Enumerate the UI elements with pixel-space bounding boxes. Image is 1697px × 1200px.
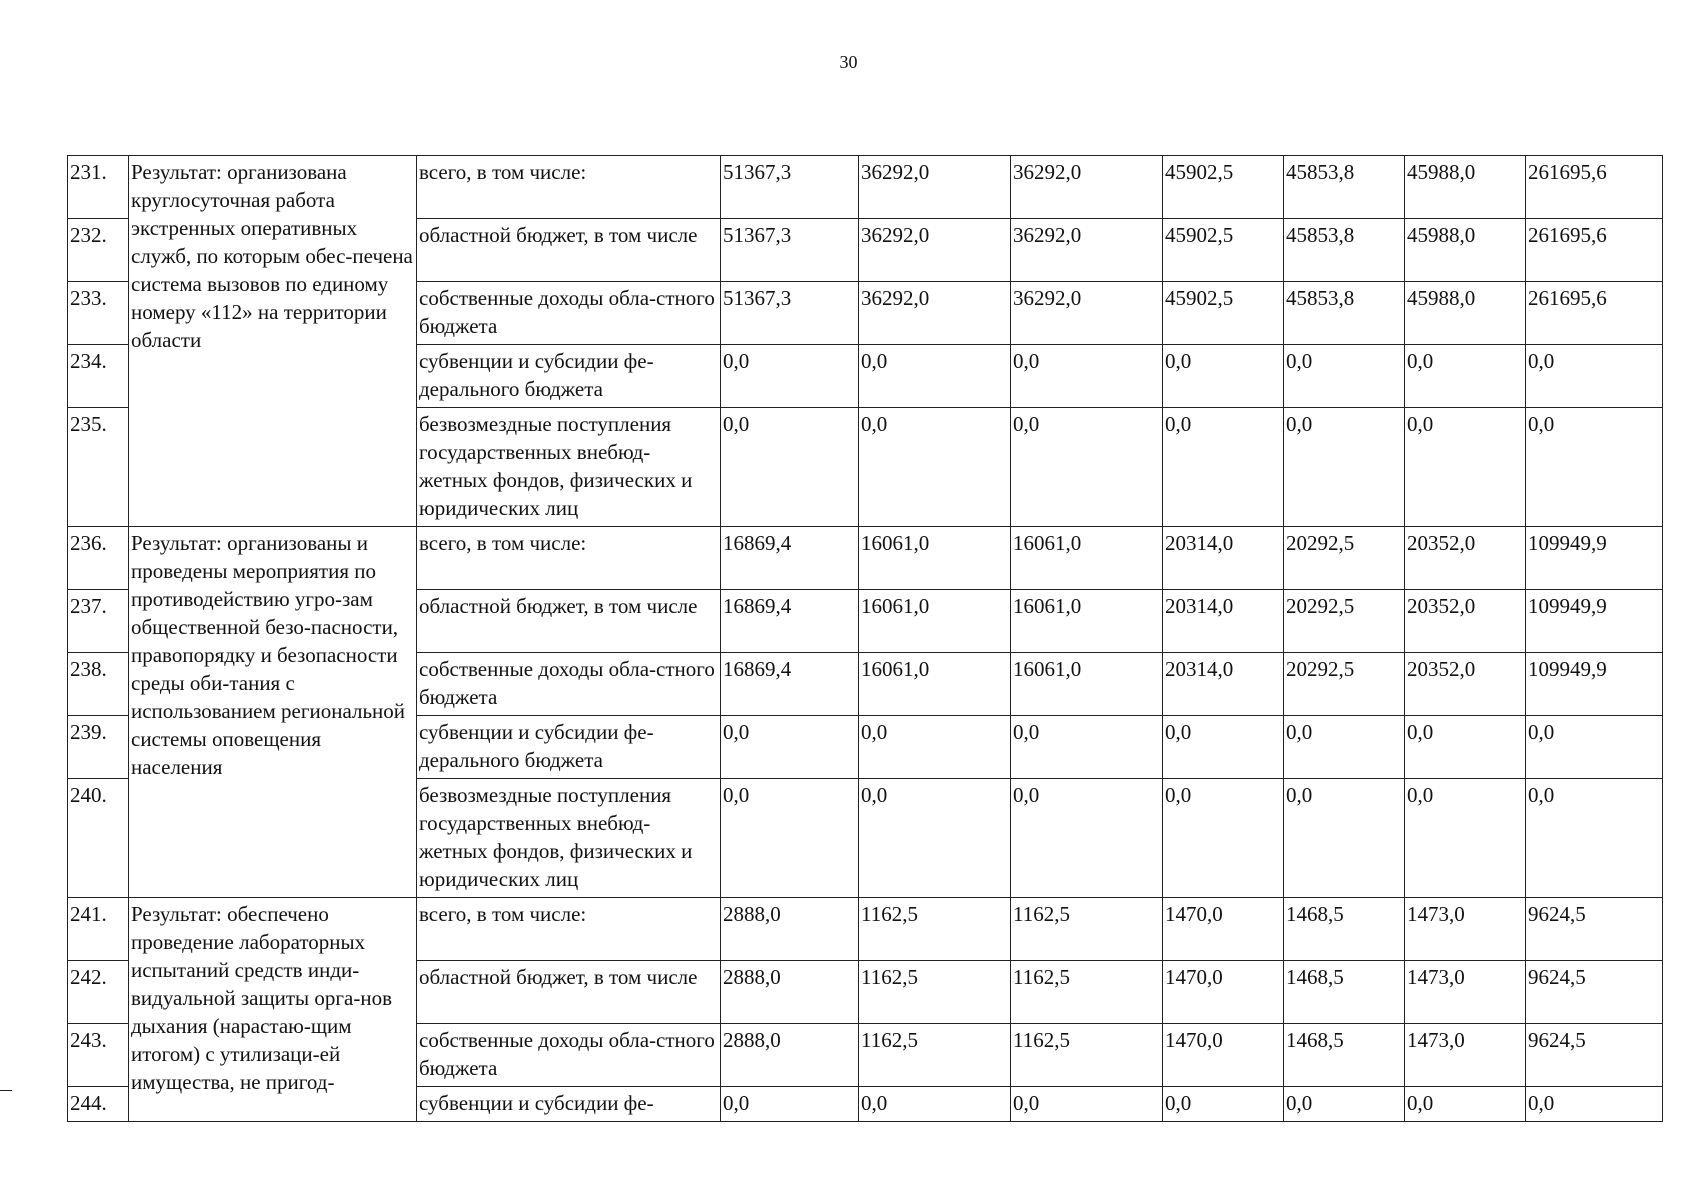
- amount-cell: 20352,0: [1405, 653, 1526, 716]
- amount-cell: 16061,0: [1011, 590, 1163, 653]
- funding-source: областной бюджет, в том числе: [417, 219, 721, 282]
- funding-source: безвозмездные поступления государственных внебюд-жетных фондов, физических и юридических лиц: [417, 408, 721, 527]
- amount-cell: 20352,0: [1405, 527, 1526, 590]
- funding-source: всего, в том числе:: [417, 898, 721, 961]
- amount-cell: 0,0: [1163, 1087, 1284, 1122]
- amount-cell: 20352,0: [1405, 590, 1526, 653]
- amount-cell: 36292,0: [1011, 219, 1163, 282]
- amount-cell: 0,0: [1163, 345, 1284, 408]
- amount-cell: 16061,0: [859, 527, 1011, 590]
- funding-source: собственные доходы обла-стного бюджета: [417, 653, 721, 716]
- amount-cell: 109949,9: [1526, 527, 1663, 590]
- amount-cell: 0,0: [1163, 408, 1284, 527]
- row-number: 240.: [68, 779, 129, 898]
- amount-cell: 16869,4: [721, 527, 859, 590]
- table-body: [68, 156, 1663, 1122]
- amount-cell: 16061,0: [1011, 653, 1163, 716]
- amount-cell: 16061,0: [1011, 527, 1163, 590]
- amount-cell: 0,0: [1526, 408, 1663, 527]
- amount-cell: 16869,4: [721, 653, 859, 716]
- amount-cell: 1473,0: [1405, 961, 1526, 1024]
- amount-cell: 51367,3: [721, 156, 859, 219]
- amount-cell: 0,0: [1163, 716, 1284, 779]
- amount-cell: 1162,5: [859, 961, 1011, 1024]
- amount-cell: 51367,3: [721, 282, 859, 345]
- funding-source: всего, в том числе:: [417, 527, 721, 590]
- amount-cell: 36292,0: [1011, 282, 1163, 345]
- funding-source: областной бюджет, в том числе: [417, 590, 721, 653]
- row-number: 238.: [68, 653, 129, 716]
- row-number: 241.: [68, 898, 129, 961]
- row-number: 236.: [68, 527, 129, 590]
- amount-cell: 9624,5: [1526, 898, 1663, 961]
- amount-cell: 0,0: [721, 716, 859, 779]
- amount-cell: 51367,3: [721, 219, 859, 282]
- amount-cell: 0,0: [721, 345, 859, 408]
- amount-cell: 36292,0: [859, 156, 1011, 219]
- amount-cell: 1470,0: [1163, 961, 1284, 1024]
- row-number: 231.: [68, 156, 129, 219]
- row-number: 235.: [68, 408, 129, 527]
- amount-cell: 1162,5: [859, 1024, 1011, 1087]
- amount-cell: 0,0: [1405, 345, 1526, 408]
- amount-cell: 1468,5: [1284, 961, 1405, 1024]
- amount-cell: 0,0: [859, 716, 1011, 779]
- amount-cell: 1468,5: [1284, 898, 1405, 961]
- funding-source: безвозмездные поступления государственных внебюд-жетных фондов, физических и юридических лиц: [417, 779, 721, 898]
- amount-cell: 0,0: [1284, 1087, 1405, 1122]
- amount-cell: 20314,0: [1163, 653, 1284, 716]
- amount-cell: 0,0: [859, 408, 1011, 527]
- amount-cell: 0,0: [1011, 779, 1163, 898]
- margin-mark: [0, 1090, 12, 1091]
- amount-cell: 109949,9: [1526, 590, 1663, 653]
- amount-cell: 261695,6: [1526, 156, 1663, 219]
- amount-cell: 20314,0: [1163, 527, 1284, 590]
- funding-source: субвенции и субсидии фе-дерального бюджета: [417, 345, 721, 408]
- amount-cell: 1473,0: [1405, 898, 1526, 961]
- amount-cell: 1162,5: [1011, 1024, 1163, 1087]
- amount-cell: 0,0: [1526, 1087, 1663, 1122]
- amount-cell: 20292,5: [1284, 653, 1405, 716]
- amount-cell: 0,0: [859, 345, 1011, 408]
- result-description: Результат: организована круглосуточная работа экстренных оперативных служб, по которым обес-печена система вызовов по единому номеру «112» на территории области: [129, 156, 417, 527]
- amount-cell: 0,0: [1526, 716, 1663, 779]
- amount-cell: 0,0: [1284, 408, 1405, 527]
- amount-cell: 20292,5: [1284, 590, 1405, 653]
- funding-source: собственные доходы обла-стного бюджета: [417, 1024, 721, 1087]
- amount-cell: 0,0: [1011, 408, 1163, 527]
- row-number: 237.: [68, 590, 129, 653]
- amount-cell: 2888,0: [721, 1024, 859, 1087]
- amount-cell: 45853,8: [1284, 219, 1405, 282]
- amount-cell: 45853,8: [1284, 282, 1405, 345]
- amount-cell: 20292,5: [1284, 527, 1405, 590]
- row-number: 239.: [68, 716, 129, 779]
- amount-cell: 0,0: [1526, 345, 1663, 408]
- amount-cell: 45988,0: [1405, 219, 1526, 282]
- funding-source: субвенции и субсидии фе-дерального бюджета: [417, 716, 721, 779]
- amount-cell: 45988,0: [1405, 156, 1526, 219]
- amount-cell: 0,0: [1405, 716, 1526, 779]
- amount-cell: 0,0: [1284, 779, 1405, 898]
- row-number: 234.: [68, 345, 129, 408]
- amount-cell: 0,0: [1284, 716, 1405, 779]
- amount-cell: 109949,9: [1526, 653, 1663, 716]
- amount-cell: 0,0: [1011, 345, 1163, 408]
- row-number: 232.: [68, 219, 129, 282]
- amount-cell: 36292,0: [1011, 156, 1163, 219]
- budget-table: [67, 155, 1663, 1122]
- amount-cell: 2888,0: [721, 961, 859, 1024]
- amount-cell: 36292,0: [859, 219, 1011, 282]
- amount-cell: 0,0: [1405, 408, 1526, 527]
- amount-cell: 45902,5: [1163, 219, 1284, 282]
- row-number: 242.: [68, 961, 129, 1024]
- amount-cell: 0,0: [1526, 779, 1663, 898]
- table-row: [68, 156, 1663, 219]
- amount-cell: 261695,6: [1526, 282, 1663, 345]
- row-number: 243.: [68, 1024, 129, 1087]
- amount-cell: 1473,0: [1405, 1024, 1526, 1087]
- funding-source: областной бюджет, в том числе: [417, 961, 721, 1024]
- amount-cell: 1470,0: [1163, 1024, 1284, 1087]
- table-row: [68, 527, 1663, 590]
- amount-cell: 1162,5: [859, 898, 1011, 961]
- row-number: 244.: [68, 1087, 129, 1122]
- amount-cell: 0,0: [721, 408, 859, 527]
- amount-cell: 0,0: [859, 1087, 1011, 1122]
- amount-cell: 16061,0: [859, 590, 1011, 653]
- amount-cell: 1162,5: [1011, 898, 1163, 961]
- amount-cell: 16869,4: [721, 590, 859, 653]
- amount-cell: 45902,5: [1163, 282, 1284, 345]
- amount-cell: 45902,5: [1163, 156, 1284, 219]
- funding-source: всего, в том числе:: [417, 156, 721, 219]
- page-number: 30: [839, 52, 858, 72]
- amount-cell: 2888,0: [721, 898, 859, 961]
- table-row: [68, 898, 1663, 961]
- result-description: Результат: обеспечено проведение лабораторных испытаний средств инди-видуальной защиты орга-нов дыхания (нарастаю-щим итогом) с утилизаци-ей имущества, не пригод-: [129, 898, 417, 1122]
- amount-cell: 45853,8: [1284, 156, 1405, 219]
- funding-source: собственные доходы обла-стного бюджета: [417, 282, 721, 345]
- amount-cell: 36292,0: [859, 282, 1011, 345]
- amount-cell: 261695,6: [1526, 219, 1663, 282]
- amount-cell: 0,0: [1011, 716, 1163, 779]
- amount-cell: 0,0: [859, 779, 1011, 898]
- amount-cell: 9624,5: [1526, 1024, 1663, 1087]
- amount-cell: 0,0: [1284, 345, 1405, 408]
- amount-cell: 20314,0: [1163, 590, 1284, 653]
- amount-cell: 9624,5: [1526, 961, 1663, 1024]
- amount-cell: 0,0: [1163, 779, 1284, 898]
- row-number: 233.: [68, 282, 129, 345]
- amount-cell: 0,0: [1405, 779, 1526, 898]
- funding-source: субвенции и субсидии фе-: [417, 1087, 721, 1122]
- amount-cell: 0,0: [721, 1087, 859, 1122]
- amount-cell: 1468,5: [1284, 1024, 1405, 1087]
- amount-cell: 1162,5: [1011, 961, 1163, 1024]
- amount-cell: 16061,0: [859, 653, 1011, 716]
- amount-cell: 1470,0: [1163, 898, 1284, 961]
- amount-cell: 0,0: [1011, 1087, 1163, 1122]
- amount-cell: 0,0: [1405, 1087, 1526, 1122]
- amount-cell: 45988,0: [1405, 282, 1526, 345]
- result-description: Результат: организованы и проведены мероприятия по противодействию угро-зам общественной безо-пасности, правопорядку и безопасности среды оби-тания с использованием региональной системы оповещения населения: [129, 527, 417, 898]
- amount-cell: 0,0: [721, 779, 859, 898]
